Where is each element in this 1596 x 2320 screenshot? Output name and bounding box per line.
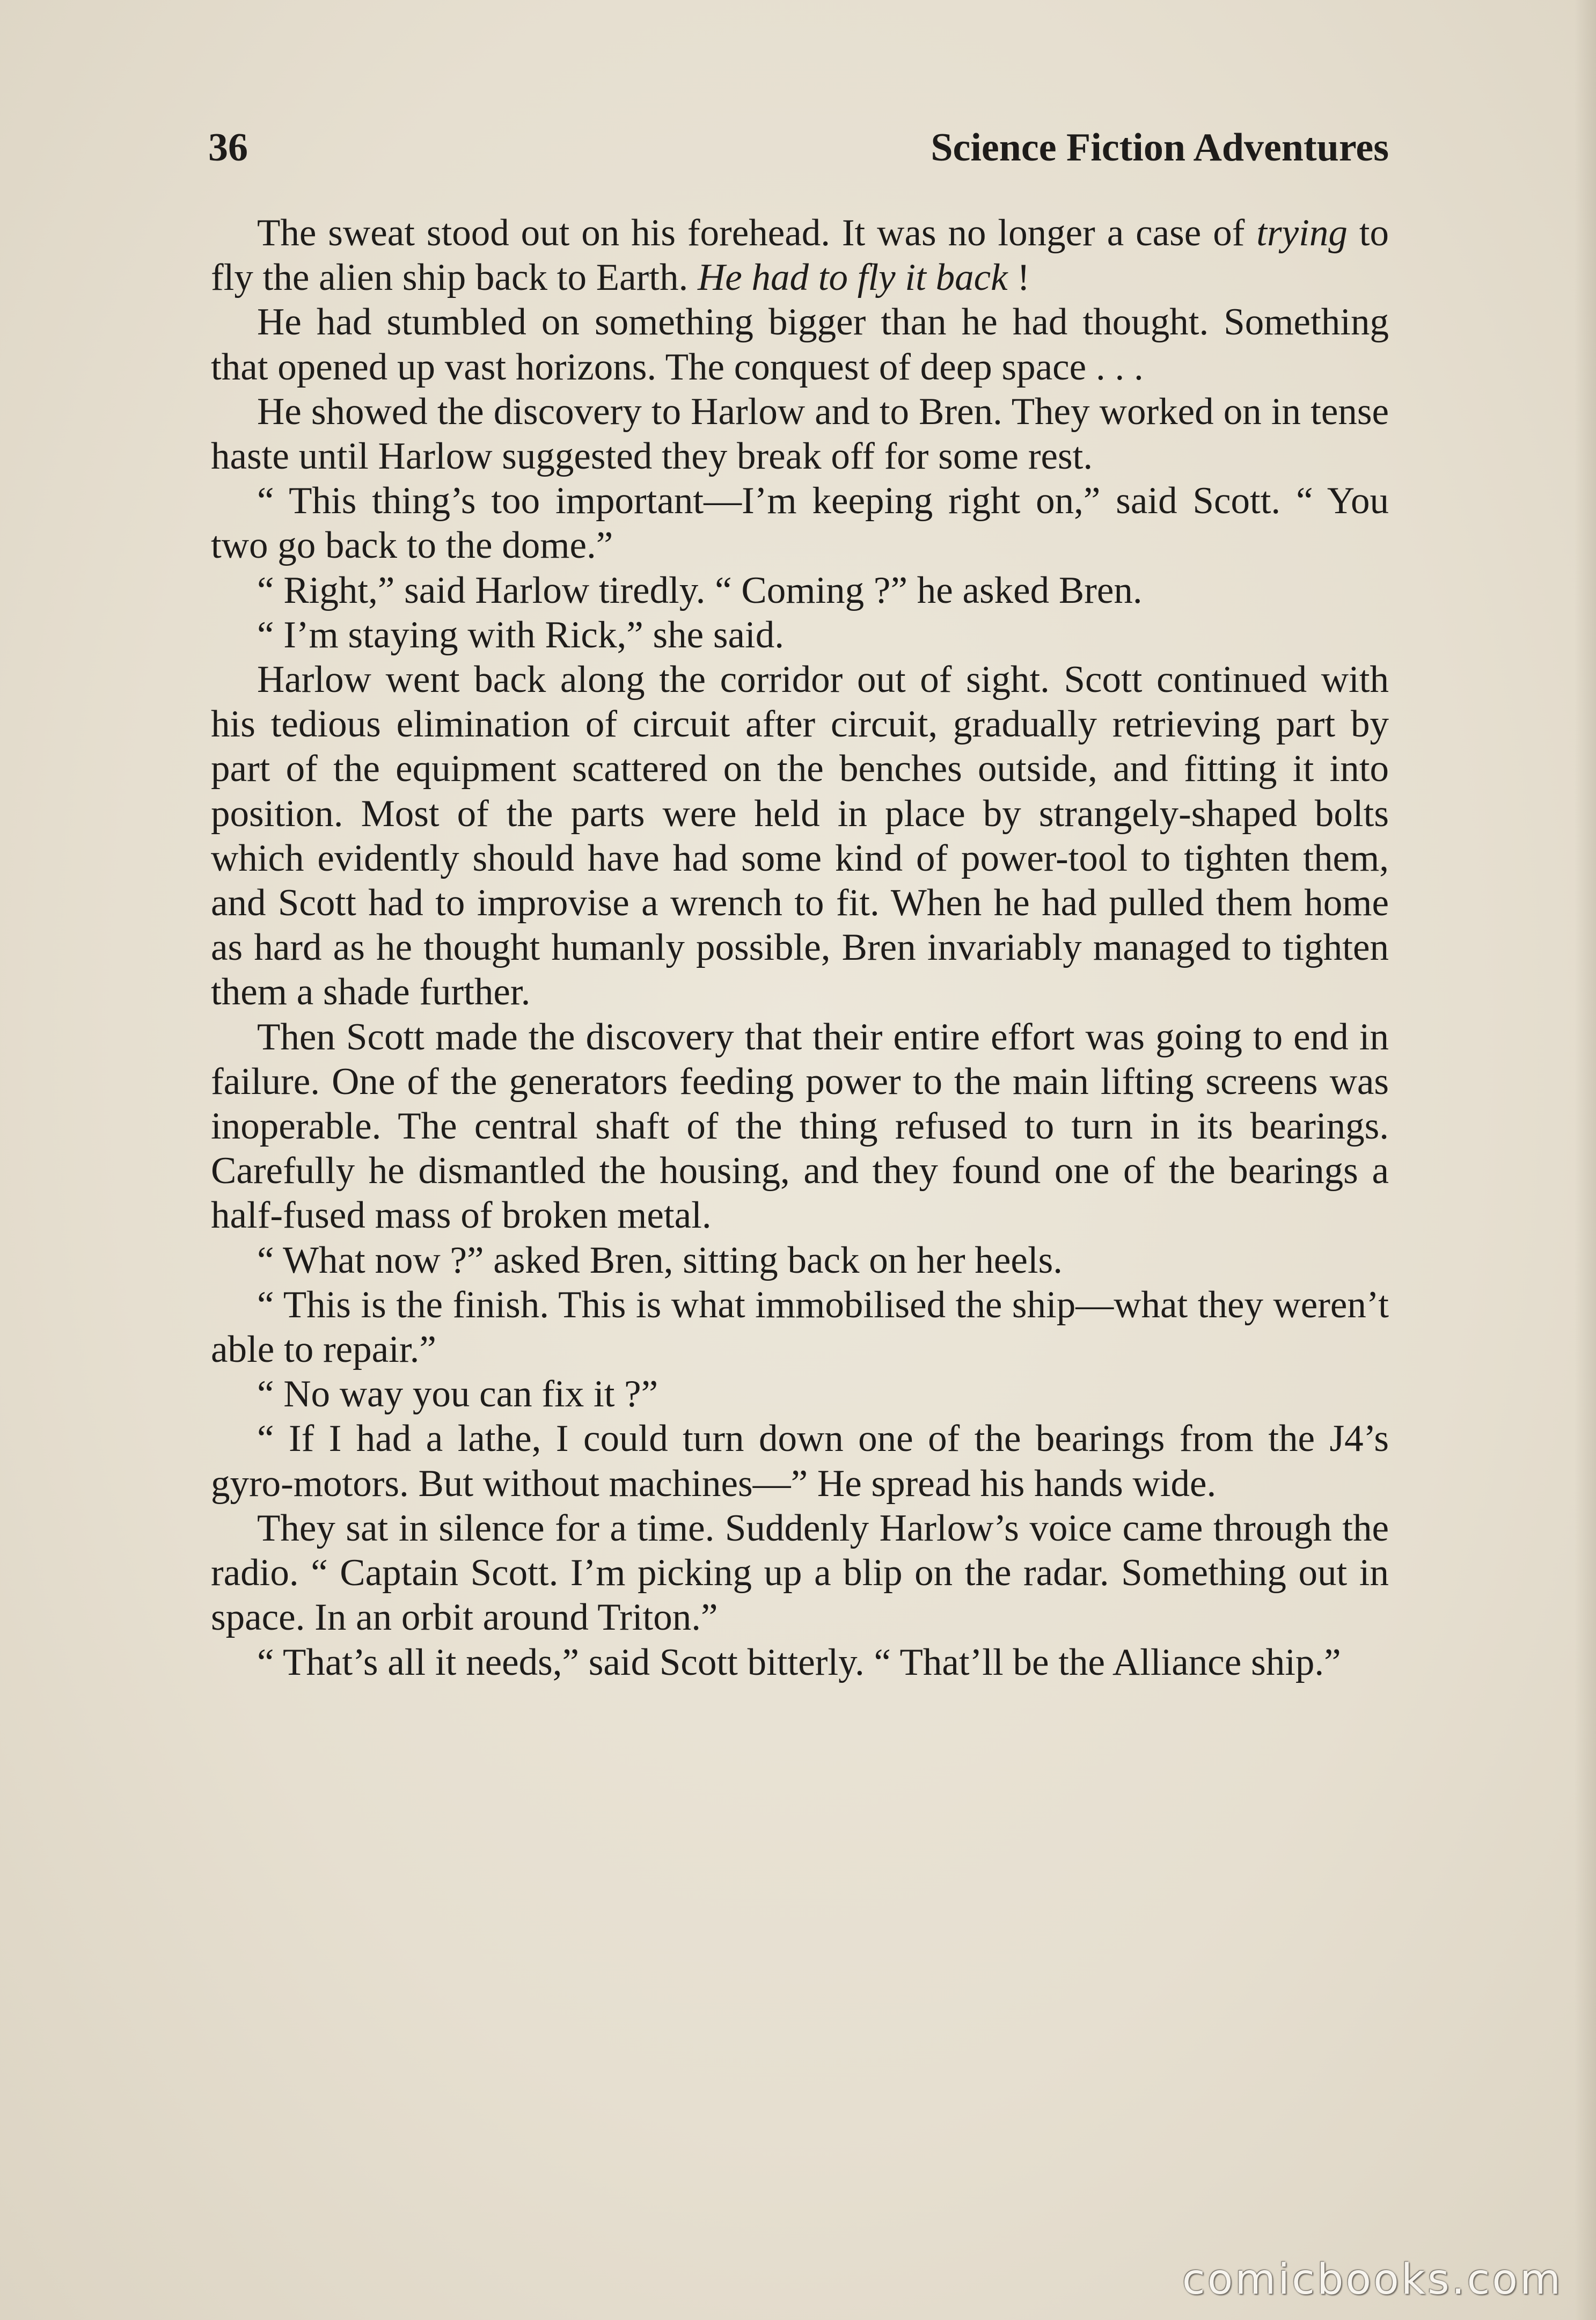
text-run: “ What now ?” asked Bren, sitting back on her heels. <box>257 1239 1063 1281</box>
text-run: Harlow went back along the corridor out of sight. Scott continued with his tedious elimination of circuit after circuit, gradually retrieving part by part of the equipment scattered on the benches outside, and fitting it into position. Most of the parts were held in place by strangely-shaped bolts which evidently should have had some kind of power-tool to tighten them, and Scott had to improvise a wrench to fit. When he had pulled them home as hard as he thought humanly possible, Bren invariably managed to tighten them a shade further. <box>211 659 1389 1013</box>
page-header <box>208 121 1389 174</box>
paragraph <box>211 1372 1389 1417</box>
paragraph <box>211 1015 1389 1238</box>
paragraph <box>211 1417 1389 1506</box>
paragraph <box>211 390 1389 479</box>
paragraph <box>211 1640 1389 1685</box>
paragraph <box>211 613 1389 658</box>
paragraph <box>211 1506 1389 1640</box>
text-run: The sweat stood out on his forehead. It was no longer a case of <box>257 212 1257 254</box>
page-edge-shadow <box>1575 0 1596 2320</box>
text-run: “ No way you can fix it ?” <box>257 1373 658 1416</box>
text-run: He showed the discovery to Harlow and to Bren. They worked on in tense haste until Harlow suggested they break off for some rest. <box>211 390 1389 478</box>
paragraph <box>211 300 1389 389</box>
page-number: 36 <box>208 126 248 170</box>
paragraph <box>211 479 1389 568</box>
text-run: “ I’m staying with Rick,” she said. <box>257 614 784 656</box>
italic-text: He had to fly it back <box>697 257 1008 299</box>
paragraph <box>211 568 1389 613</box>
text-run: “ If I had a lathe, I could turn down one of the bearings from the J4’s gyro-motors. But without machines—” He spread his hands wide. <box>211 1418 1389 1505</box>
text-run: Then Scott made the discovery that their entire effort was going to end in failure. One of the generators feeding power to the main lifting screens was inoperable. The central shaft of the thing refused to turn in its bearings. Carefully he dismantled the housing, and they found one of the bearings a half-fused mass of broken metal. <box>211 1016 1389 1237</box>
paragraph <box>211 1283 1389 1372</box>
text-run: “ This is the finish. This is what immobilised the ship—what they weren’t able to repair.” <box>211 1283 1389 1371</box>
text-run: ! <box>1007 257 1030 299</box>
italic-text: trying <box>1256 212 1348 254</box>
paragraph <box>211 658 1389 1015</box>
text-run: “ This thing’s too important—I’m keeping right on,” said Scott. “ You two go back to the dome.” <box>211 480 1389 567</box>
story-text <box>211 211 1389 1685</box>
paragraph <box>211 211 1389 300</box>
running-title: Science Fiction Adventures <box>931 126 1389 170</box>
text-run: to fly the alien ship back to Earth. <box>211 212 1389 299</box>
text-run: He had stumbled on something bigger than he had thought. Something that opened up vast horizons. The conquest of deep space . . . <box>211 301 1389 388</box>
text-run: “ Right,” said Harlow tiredly. “ Coming ?” he asked Bren. <box>257 569 1143 611</box>
text-run: “ That’s all it needs,” said Scott bitterly. “ That’ll be the Alliance ship.” <box>257 1641 1341 1683</box>
text-run: They sat in silence for a time. Suddenly Harlow’s voice came through the radio. “ Captain Scott. I’m picking up a blip on the radar. Something out in space. In an orbit around Triton.” <box>211 1507 1389 1639</box>
watermark: comicbooks.com <box>1182 2256 1563 2304</box>
paragraph <box>211 1238 1389 1283</box>
